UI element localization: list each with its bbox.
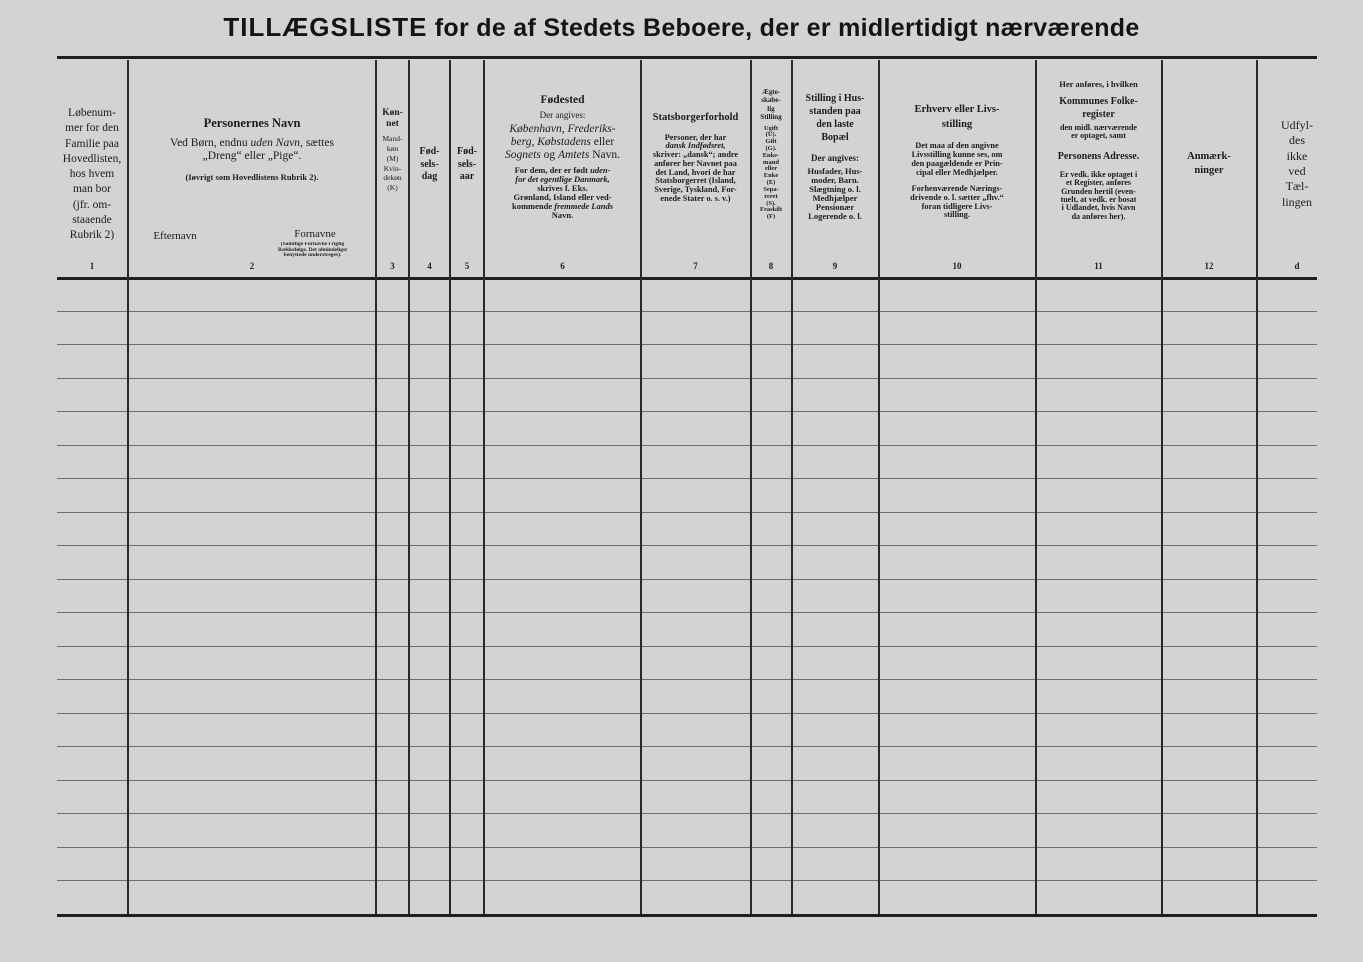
column-6-body-e: Amtets: [558, 148, 590, 161]
column-6-body-f: Navn.: [589, 148, 620, 161]
column-5-heading: Fød- sels- aar: [457, 146, 477, 182]
column-11-mid: den midl. nærværende er optaget, samt: [1060, 122, 1137, 141]
column-8-header: [752, 88, 790, 221]
column-separator: [1161, 60, 1163, 914]
column-9-body: Husfader, Hus- moder, Barn. Slægtning o. l. Medhjælper Pensionær Logerende o. l.: [807, 166, 863, 221]
column-13-text: Udfyl- des ikke ved Tæl- lingen: [1281, 118, 1313, 209]
column-6-body-c: Sognets: [504, 148, 541, 161]
row-line: [57, 746, 1317, 747]
column-6-note-c: skrives f. Eks. Grønland, Island eller ved- kommende: [511, 183, 612, 211]
column-6-body: [486, 123, 639, 161]
column-6-number: 6: [560, 261, 565, 271]
column-13-header: [1258, 118, 1336, 210]
column-6-note-b: uden- for det egentlige Danmark,: [515, 165, 611, 185]
column-6-header: [486, 94, 639, 220]
column-1-header: [57, 106, 127, 244]
row-line: [57, 478, 1317, 479]
column-6-note: [486, 166, 639, 220]
column-10-body2: Forhenværende Nærings- drivende o. l. sætter „fhv.“ foran tidligere Livs- stilling.: [910, 184, 1004, 220]
column-3-heading: Køn- net: [382, 108, 403, 129]
column-7-heading: Statsborgerforhold: [652, 112, 739, 123]
column-separator: [449, 60, 451, 914]
header-top-rule: [57, 56, 1317, 59]
row-line: [57, 378, 1317, 379]
column-11-number: 11: [1094, 261, 1103, 271]
column-2-sub-note-text: (Samtlige Fornavne i rigtig Rækkefølge. Det almindeligst benyttede understreges).: [278, 242, 347, 258]
row-line: [57, 411, 1317, 412]
row-line: [57, 646, 1317, 647]
column-7-body-b: dansk Indfødsret,: [665, 141, 726, 151]
column-6-body-a: København, Frederiks- berg, Købstadens: [509, 123, 616, 148]
column-2-instruction: [129, 137, 375, 150]
column-2-header: [129, 116, 375, 182]
column-7-body: [642, 134, 749, 204]
column-6-body-d: og: [540, 148, 559, 161]
column-12-header: [1163, 150, 1255, 177]
column-5-number: 5: [464, 261, 470, 271]
row-line: [57, 780, 1317, 781]
column-9-header: [793, 92, 877, 221]
column-5-header: [451, 146, 483, 184]
column-4-number: 4: [427, 261, 432, 271]
header-bottom-rule: [57, 277, 1317, 280]
row-line: [57, 713, 1317, 714]
column-11-heading: Kommunes Folke- register: [1059, 95, 1138, 120]
column-10-heading: Erhverv eller Livs- stilling: [914, 104, 1000, 131]
column-13-number: d: [1294, 261, 1300, 271]
row-line: [57, 512, 1317, 513]
column-2-line2: „Dreng“ eller „Pige“.: [202, 150, 302, 163]
column-8-number: 8: [768, 261, 774, 271]
column-3-number: 3: [390, 261, 395, 271]
form-title-lead: TILLÆGSLISTE: [223, 12, 428, 42]
row-line: [57, 847, 1317, 848]
column-4-heading: Fød- sels- dag: [419, 146, 440, 182]
column-6-heading: Fødested: [540, 94, 585, 106]
column-2-line3: (Iøvrigt som Hovedlistens Rubrik 2).: [185, 172, 319, 183]
column-8-body: Ugift (U). Gift (G). Enke- mand eller Enke (E) Sepa- reret (S). Fraskilt (F): [759, 124, 783, 221]
column-separator: [408, 60, 410, 914]
row-line: [57, 344, 1317, 345]
row-line: [57, 445, 1317, 446]
column-7-body-a: Personer, der har: [664, 132, 727, 142]
column-2-line1-b: uden Navn,: [250, 137, 303, 150]
column-11-heading2: Personens Adresse.: [1057, 150, 1140, 162]
column-2-line1-a: Ved Børn, endnu: [170, 137, 251, 150]
column-9-sub: Der angives:: [810, 153, 860, 163]
column-9-number: 9: [832, 261, 838, 271]
column-12-heading: Anmærk- ninger: [1187, 151, 1231, 176]
column-separator: [483, 60, 485, 914]
form-bottom-rule: [57, 914, 1317, 917]
row-line: [57, 612, 1317, 613]
row-line: [57, 545, 1317, 546]
column-8-heading: Ægte- skabe- lig Stilling: [760, 88, 782, 122]
column-2-sub-note: [250, 242, 375, 259]
row-line: [57, 311, 1317, 312]
column-12-number: 12: [1204, 261, 1214, 271]
column-1-number: 1: [89, 261, 95, 271]
column-1-text: Løbenum- mer for den Familie paa Hovedlisten, hos hvem man bor (jfr. om- staaende Rubrik 2): [62, 107, 122, 242]
form-title-rest: for de af Stedets Beboere, der er midlertidigt nærværende: [434, 14, 1140, 42]
column-2-sub-left: Efternavn: [153, 230, 197, 242]
column-6-note-a: For dem, der er født: [514, 165, 591, 176]
column-3-body: Mand- køn (M) Kvin- dekøn (K): [382, 134, 403, 192]
column-6-note-d: fremmede Lands: [554, 200, 614, 211]
column-2-heading: Personernes Navn: [203, 116, 301, 130]
column-3-header: [377, 108, 408, 193]
column-11-top: Her anføres, i hvilken: [1059, 80, 1138, 89]
column-11-header: [1037, 80, 1160, 221]
column-2-line1-c: sættes: [302, 137, 334, 150]
column-separator: [127, 60, 129, 914]
column-7-body-c: skriver: „dansk“; andre anfører her Navnet paa det Land, hvori de har Statsborgerret (Island, Sverige, Tyskland, For- enede Stater o. s. v.): [652, 150, 739, 203]
column-9-heading: Stilling i Hus- standen paa den laste Bopæl: [805, 93, 865, 143]
row-line: [57, 579, 1317, 580]
column-10-number: 10: [952, 261, 962, 271]
column-6-body-b: eller: [590, 135, 615, 148]
column-2-number: 2: [249, 261, 255, 271]
column-7-header: [642, 112, 749, 203]
column-10-header: [880, 102, 1034, 220]
row-line: [57, 880, 1317, 881]
row-line: [57, 679, 1317, 680]
column-6-note-e: Navn.: [551, 209, 574, 220]
column-7-number: 7: [693, 261, 698, 271]
row-line: [57, 813, 1317, 814]
column-6-sub: Der angives:: [539, 109, 586, 120]
column-11-body: Er vedk. ikke optaget i et Register, anføres Grunden hertil (even- tuelt, at vedk. er bosat i Udlandet, hvis Navn da anføres her).: [1059, 169, 1138, 221]
column-4-header: [410, 146, 449, 184]
column-2-sub-right: Fornavne: [294, 228, 336, 240]
form-title: [0, 12, 1363, 43]
column-10-body1: Det maa af den angivne Livsstilling kunne ses, om den paagældende er Prin- cipal eller Medhjælper.: [911, 141, 1003, 177]
